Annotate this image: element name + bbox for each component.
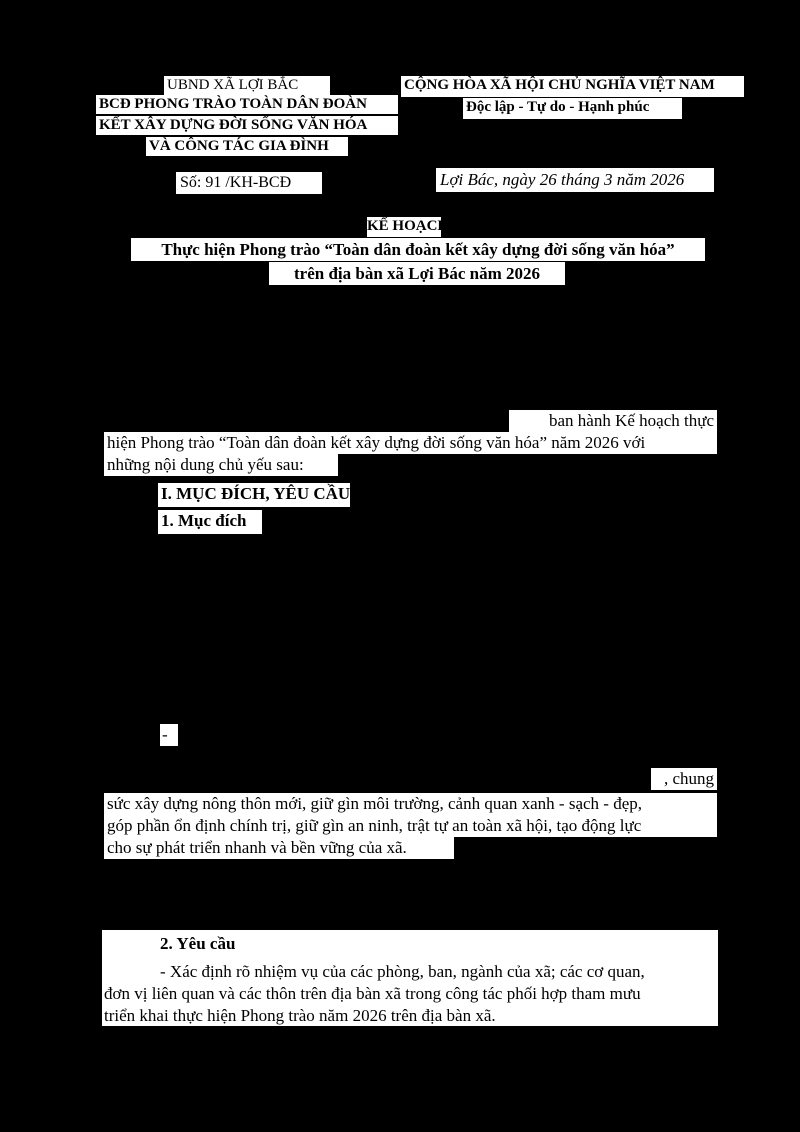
document-type: KẾ HOẠCH	[367, 217, 441, 237]
purpose-fragment-end: , chung	[651, 768, 717, 790]
place-and-date: Lợi Bác, ngày 26 tháng 3 năm 2026	[436, 168, 714, 192]
committee-name-line1: BCĐ PHONG TRÀO TOÀN DÂN ĐOÀN	[96, 95, 398, 114]
subsection-heading-requirements: 2. Yêu cầu	[160, 934, 236, 953]
intro-line3: những nội dung chủ yếu sau:	[104, 454, 338, 476]
intro-line2: hiện Phong trào “Toàn dân đoàn kết xây dựng đời sống văn hóa” năm 2026 với	[104, 432, 717, 454]
requirements-line2: đơn vị liên quan và các thôn trên địa bàn xã trong công tác phối hợp tham mưu	[104, 984, 641, 1003]
document-title-line1: Thực hiện Phong trào “Toàn dân đoàn kết xây dựng đời sống văn hóa”	[131, 238, 705, 261]
section-heading-purpose-requirements: I. MỤC ĐÍCH, YÊU CẦU	[158, 483, 350, 507]
requirements-line1: - Xác định rõ nhiệm vụ của các phòng, ban, ngành của xã; các cơ quan,	[160, 962, 645, 981]
requirements-section	[102, 930, 718, 1026]
subsection-heading-purpose: 1. Mục đích	[158, 510, 262, 534]
committee-name-line3: VÀ CÔNG TÁC GIA ĐÌNH	[146, 137, 348, 156]
bullet-dash: -	[160, 724, 178, 746]
purpose-line-a: sức xây dựng nông thôn mới, giữ gìn môi trường, cảnh quan xanh - sạch - đẹp,	[104, 793, 717, 815]
issuing-authority-block	[96, 76, 398, 158]
intro-line1: ban hành Kế hoạch thực	[509, 410, 717, 432]
requirements-line3: triển khai thực hiện Phong trào năm 2026 trên địa bàn xã.	[104, 1006, 496, 1025]
nation-name: CỘNG HÒA XÃ HỘI CHỦ NGHĨA VIỆT NAM	[401, 76, 744, 97]
purpose-line-c: cho sự phát triển nhanh và bền vững của xã.	[104, 837, 454, 859]
national-motto: Độc lập - Tự do - Hạnh phúc	[463, 98, 682, 119]
document-title-line2: trên địa bàn xã Lợi Bác năm 2026	[269, 262, 565, 285]
document-number: Số: 91 /KH-BCĐ	[176, 172, 322, 194]
committee-name-line2: KẾT XÂY DỰNG ĐỜI SỐNG VĂN HÓA	[96, 116, 398, 135]
purpose-line-b: góp phần ổn định chính trị, giữ gìn an ninh, trật tự an toàn xã hội, tạo động lực	[104, 815, 717, 837]
authority-name: UBND XÃ LỢI BẮC	[164, 76, 330, 95]
